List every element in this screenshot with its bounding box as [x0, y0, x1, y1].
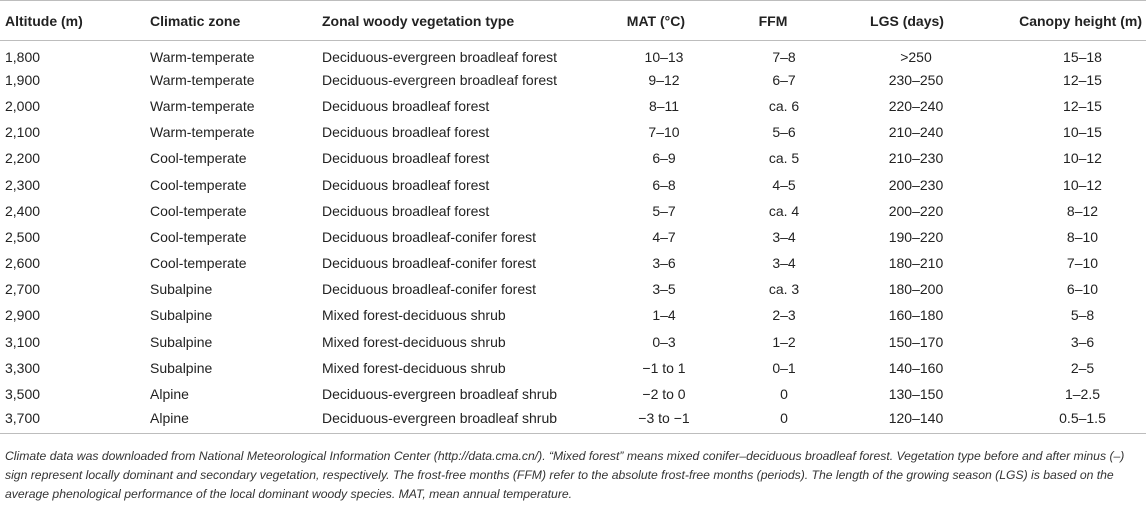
cell-canopy-height: 2–5 — [1070, 359, 1095, 376]
cell-vegetation-type: Mixed forest-deciduous shrub — [322, 359, 506, 376]
cell-ffm: 6–7 — [772, 71, 796, 88]
cell-lgs: 140–160 — [888, 359, 944, 376]
cell-vegetation-type: Deciduous-evergreen broadleaf forest — [322, 71, 558, 88]
cell-canopy-height: 8–10 — [1066, 228, 1099, 245]
cell-altitude: 1,800 — [5, 48, 41, 65]
cell-vegetation-type: Mixed forest-deciduous shrub — [322, 333, 506, 350]
header-climatic-zone: Climatic zone — [150, 1, 322, 41]
cell-mat: −3 to −1 — [597, 407, 719, 433]
cell-vegetation-type: Deciduous broadleaf-conifer forest — [322, 228, 537, 245]
header-altitude: Altitude (m) — [0, 1, 150, 41]
cell-vegetation-type: Deciduous broadleaf forest — [322, 176, 490, 193]
cell-altitude: 2,900 — [5, 307, 41, 324]
cell-vegetation-type: Deciduous-evergreen broadleaf shrub — [322, 407, 597, 433]
header-ffm: FFM — [719, 1, 845, 41]
cell-lgs: 200–220 — [888, 202, 944, 219]
cell-altitude: 2,700 — [5, 281, 41, 298]
table-row — [0, 171, 1146, 197]
cell-lgs: 160–180 — [888, 307, 944, 324]
cell-lgs: 180–200 — [888, 281, 944, 298]
cell-altitude: 2,600 — [5, 255, 41, 272]
cell-climatic-zone: Alpine — [150, 407, 322, 433]
cell-climatic-zone: Subalpine — [150, 307, 213, 324]
cell-ffm: 4–5 — [772, 176, 796, 193]
cell-altitude: 3,500 — [5, 386, 41, 403]
cell-mat: 9–12 — [648, 71, 680, 88]
cell-canopy-height: 0.5–1.5 — [979, 407, 1146, 433]
cell-altitude: 2,300 — [5, 176, 41, 193]
cell-canopy-height: 10–12 — [1063, 150, 1102, 167]
cell-mat: 5–7 — [652, 202, 676, 219]
cell-mat: 3–6 — [652, 255, 676, 272]
cell-vegetation-type: Deciduous broadleaf forest — [322, 97, 490, 114]
table-row — [0, 67, 1146, 93]
cell-lgs: 210–240 — [888, 124, 944, 141]
cell-ffm: 0 — [719, 407, 845, 433]
cell-mat: −2 to 0 — [642, 386, 686, 403]
cell-climatic-zone: Warm-temperate — [150, 71, 255, 88]
table-row — [0, 119, 1146, 145]
cell-mat: 1–4 — [652, 307, 676, 324]
cell-lgs: 180–210 — [888, 255, 944, 272]
cell-ffm: 1–2 — [772, 333, 796, 350]
cell-ffm: ca. 3 — [768, 281, 800, 298]
cell-vegetation-type: Deciduous-evergreen broadleaf forest — [322, 48, 558, 65]
cell-climatic-zone: Cool-temperate — [150, 228, 247, 245]
cell-climatic-zone: Warm-temperate — [150, 124, 255, 141]
table-row — [0, 250, 1146, 276]
cell-canopy-height: 5–8 — [1070, 307, 1095, 324]
cell-ffm: 0–1 — [772, 359, 796, 376]
cell-ffm: ca. 6 — [768, 97, 800, 114]
cell-ffm: 7–8 — [772, 48, 796, 65]
cell-climatic-zone: Cool-temperate — [150, 255, 247, 272]
table-footnote: Climate data was downloaded from National Meteorological Information Center (http://data.cma.cn/). “Mixed forest” means mixed conifer–deciduous broadleaf forest. Vegetation type before and after minus (–) sign represent locally dominant and secondary vegetation, respectively. The frost-free months (FFM) refer to the absolute frost-free months (periods). The length of the growing season (LGS) is based on the average phenological performance of the local dominant woody species. MAT, mean annual temperature. — [5, 449, 1125, 501]
cell-canopy-height: 6–10 — [1066, 281, 1099, 298]
cell-vegetation-type: Mixed forest-deciduous shrub — [322, 307, 506, 324]
cell-ffm: 5–6 — [772, 124, 796, 141]
cell-canopy-height: 7–10 — [1066, 255, 1099, 272]
cell-altitude: 2,200 — [5, 150, 41, 167]
cell-vegetation-type: Deciduous broadleaf-conifer forest — [322, 281, 537, 298]
cell-ffm: 3–4 — [772, 255, 796, 272]
cell-altitude: 3,700 — [0, 407, 150, 433]
cell-vegetation-type: Deciduous-evergreen broadleaf shrub — [322, 386, 558, 403]
cell-altitude: 2,400 — [5, 202, 41, 219]
cell-canopy-height: 10–12 — [1063, 176, 1102, 193]
cell-mat: 6–8 — [652, 176, 676, 193]
cell-altitude: 3,300 — [5, 359, 41, 376]
table-row — [0, 355, 1146, 381]
cell-lgs: 220–240 — [888, 97, 944, 114]
cell-climatic-zone: Warm-temperate — [150, 48, 255, 65]
table-row — [0, 224, 1146, 250]
header-vegetation-type: Zonal woody vegetation type — [322, 1, 597, 41]
cell-canopy-height: 15–18 — [1063, 48, 1102, 65]
cell-vegetation-type: Deciduous broadleaf forest — [322, 150, 490, 167]
cell-lgs: 200–230 — [888, 176, 944, 193]
cell-altitude: 2,100 — [5, 124, 41, 141]
cell-climatic-zone: Cool-temperate — [150, 176, 247, 193]
header-lgs: LGS (days) — [845, 1, 979, 41]
cell-ffm: 3–4 — [772, 228, 796, 245]
cell-canopy-height: 12–15 — [1063, 71, 1102, 88]
table-body — [0, 41, 1146, 434]
cell-climatic-zone: Subalpine — [150, 333, 213, 350]
table-row — [0, 329, 1146, 355]
cell-altitude: 2,000 — [5, 97, 41, 114]
cell-vegetation-type: Deciduous broadleaf forest — [322, 124, 490, 141]
cell-lgs: >250 — [900, 48, 932, 65]
cell-altitude: 2,500 — [5, 228, 41, 245]
cell-mat: 10–13 — [644, 48, 684, 65]
cell-ffm: 2–3 — [772, 307, 796, 324]
cell-lgs: 230–250 — [888, 71, 944, 88]
cell-ffm: ca. 5 — [768, 150, 800, 167]
cell-canopy-height: 10–15 — [1063, 124, 1102, 141]
table-row — [0, 93, 1146, 119]
table-row — [0, 302, 1146, 328]
cell-canopy-height: 1–2.5 — [1064, 386, 1101, 403]
cell-mat: −1 to 1 — [642, 359, 686, 376]
cell-ffm: ca. 4 — [768, 202, 800, 219]
table-row — [0, 198, 1146, 224]
cell-climatic-zone: Subalpine — [150, 359, 213, 376]
cell-mat: 3–5 — [652, 281, 676, 298]
cell-vegetation-type: Deciduous broadleaf-conifer forest — [322, 255, 537, 272]
table-row — [0, 407, 1146, 433]
cell-mat: 4–7 — [652, 228, 676, 245]
header-mat: MAT (°C) — [597, 1, 719, 41]
table-row — [0, 41, 1146, 67]
cell-climatic-zone: Warm-temperate — [150, 97, 255, 114]
cell-climatic-zone: Cool-temperate — [150, 202, 247, 219]
cell-mat: 0–3 — [652, 333, 676, 350]
table-row — [0, 381, 1146, 407]
cell-climatic-zone: Cool-temperate — [150, 150, 247, 167]
cell-climatic-zone: Subalpine — [150, 281, 213, 298]
cell-canopy-height: 8–12 — [1066, 202, 1099, 219]
cell-vegetation-type: Deciduous broadleaf forest — [322, 202, 490, 219]
cell-ffm: 0 — [780, 386, 788, 403]
cell-mat: 7–10 — [648, 124, 680, 141]
cell-lgs: 190–220 — [888, 228, 944, 245]
cell-canopy-height: 3–6 — [1070, 333, 1095, 350]
cell-canopy-height: 12–15 — [1063, 97, 1102, 114]
table-header — [0, 1, 1146, 41]
cell-altitude: 1,900 — [5, 71, 41, 88]
header-canopy-height: Canopy height (m) — [979, 1, 1146, 41]
table-row — [0, 145, 1146, 171]
cell-mat: 6–9 — [652, 150, 676, 167]
cell-mat: 8–11 — [648, 97, 680, 114]
cell-lgs: 120–140 — [845, 407, 979, 433]
cell-lgs: 130–150 — [888, 386, 944, 403]
table-row — [0, 276, 1146, 302]
cell-altitude: 3,100 — [5, 333, 41, 350]
cell-lgs: 210–230 — [888, 150, 944, 167]
cell-climatic-zone: Alpine — [150, 386, 189, 403]
cell-lgs: 150–170 — [888, 333, 944, 350]
header-row — [0, 1, 1146, 41]
